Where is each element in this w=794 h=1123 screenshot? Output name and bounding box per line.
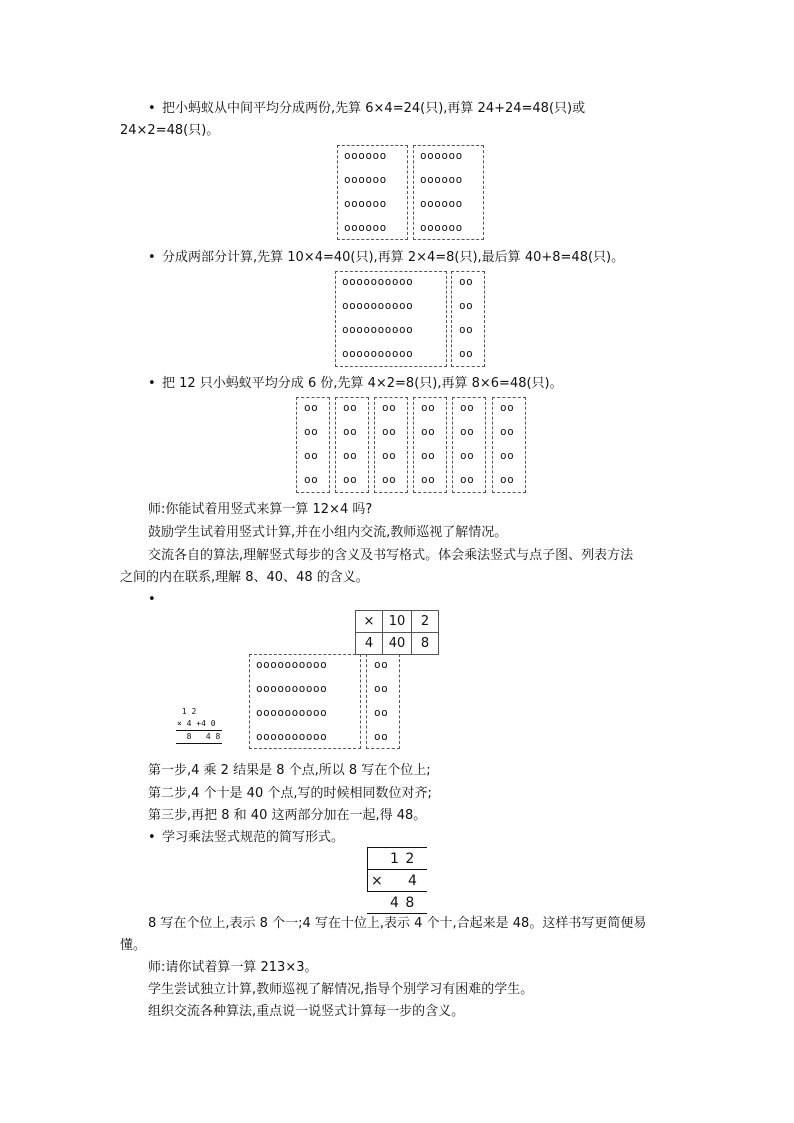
learn-text: 学习乘法竖式规范的简写形式。 xyxy=(162,830,345,845)
dot-row: oo xyxy=(343,473,358,486)
dot-row: oo xyxy=(304,473,319,486)
dot-group-4 xyxy=(413,397,447,493)
dot-group-2 xyxy=(335,397,369,493)
table-cell: 10 xyxy=(383,611,412,633)
teacher-question: 师:你能试着用竖式来算一算 12×4 吗? xyxy=(148,502,373,517)
dot-row: oo xyxy=(459,347,474,360)
dot-row: oooooooooo xyxy=(256,658,328,671)
vertical-product: 4 8 xyxy=(390,895,416,911)
students-text: 学生尝试独立计算,教师巡视了解情况,指导个别学习有困难的学生。 xyxy=(148,982,534,997)
dot-row: oooooooooo xyxy=(342,323,414,336)
organize-text: 组织交流各种算法,重点说一说竖式计算每一步的含义。 xyxy=(148,1004,465,1019)
dot-row: oo xyxy=(500,449,515,462)
dot-group-6 xyxy=(492,397,526,493)
dot-row: oo xyxy=(343,449,358,462)
bullet: • xyxy=(148,592,156,607)
vertical-result-rule xyxy=(367,891,427,892)
dot-row: oooooo xyxy=(344,221,387,234)
dot-group-5 xyxy=(452,397,486,493)
step-3: 第三步,再把 8 和 40 这两部分加在一起,得 48。 xyxy=(148,808,427,823)
dot-row: oo xyxy=(460,425,475,438)
mini-vertical-rule xyxy=(176,743,222,744)
mini-vertical-line3: 8 4 8 xyxy=(177,732,221,741)
dot-row: oo xyxy=(343,401,358,414)
dot-group-left xyxy=(337,145,408,240)
dot-row: oo xyxy=(459,275,474,288)
vertical-operator: × xyxy=(371,873,383,889)
dot-row: oooooo xyxy=(420,173,463,186)
method3-text: 把 12 只小蚂蚁平均分成 6 份,先算 4×2=8(只),再算 8×6=48(只)。 xyxy=(162,376,563,391)
explain-text-cont: 懂。 xyxy=(120,938,147,953)
exchange-text: 交流各自的算法,理解竖式每步的含义及书写格式。体会乘法竖式与点子图、列表方法 xyxy=(148,548,634,563)
dot-group-right xyxy=(413,145,484,240)
dot-row: oo xyxy=(421,449,436,462)
dot-row: oooooo xyxy=(420,197,463,210)
dot-row: oo xyxy=(459,299,474,312)
dot-row: oooooooooo xyxy=(342,299,414,312)
method1-text-cont: 24×2=48(只)。 xyxy=(120,123,220,138)
dot-row: oo xyxy=(459,323,474,336)
exchange-text-cont: 之间的内在联系,理解 8、40、48 的含义。 xyxy=(120,570,369,585)
dot-row: oo xyxy=(421,401,436,414)
table-cell: 8 xyxy=(412,633,439,655)
dot-row: oo xyxy=(304,425,319,438)
dot-row: oo xyxy=(382,401,397,414)
dot-row: oo xyxy=(460,473,475,486)
method1-text: 把小蚂蚁从中间平均分成两份,先算 6×4=24(只),再算 24+24=48(只)或 xyxy=(162,101,586,116)
dot-row: oooooo xyxy=(420,149,463,162)
dot-group-ones xyxy=(451,271,485,367)
dot-row: oo xyxy=(460,401,475,414)
vertical-rule xyxy=(367,869,427,870)
vertical-multiplicand: 1 2 xyxy=(390,851,416,867)
dot-row: oo xyxy=(500,401,515,414)
dot-group-ones-combined xyxy=(366,654,400,749)
step-2: 第二步,4 个十是 40 个点,写的时候相同数位对齐; xyxy=(148,786,432,801)
bullet: • xyxy=(148,376,156,391)
dot-row: oooooooooo xyxy=(342,275,414,288)
teacher-question-2: 师:请你试着算一算 213×3。 xyxy=(148,960,318,975)
dot-group-tens-combined xyxy=(249,654,361,749)
explain-text: 8 写在个位上,表示 8 个一;4 写在十位上,表示 4 个十,合起来是 48。这样书写更简便易 xyxy=(148,916,647,931)
dot-row: oo xyxy=(382,473,397,486)
dot-group-tens xyxy=(335,271,447,367)
dot-row: oo xyxy=(500,425,515,438)
method2-text: 分成两部分计算,先算 10×4=40(只),再算 2×4=8(只),最后算 40+8=48(只)。 xyxy=(162,250,625,265)
dot-row: oo xyxy=(382,449,397,462)
dot-row: oo xyxy=(421,425,436,438)
dot-row: oo xyxy=(421,473,436,486)
dot-row: oo xyxy=(460,449,475,462)
dot-row: oooooooooo xyxy=(256,706,328,719)
dot-row: oo xyxy=(374,706,389,719)
dot-row: oo xyxy=(304,449,319,462)
dot-row: oo xyxy=(304,401,319,414)
dot-row: oo xyxy=(343,425,358,438)
dot-group-3 xyxy=(374,397,408,493)
dot-row: oooooo xyxy=(344,197,387,210)
vertical-left-rule xyxy=(367,847,368,891)
bullet: • xyxy=(148,101,156,116)
dot-row: oooooo xyxy=(344,149,387,162)
dot-row: oooooo xyxy=(344,173,387,186)
dot-row: oo xyxy=(382,425,397,438)
dot-row: oooooooooo xyxy=(256,730,328,743)
dot-row: oo xyxy=(374,682,389,695)
dot-row: oo xyxy=(374,730,389,743)
mini-vertical-line1: 1 2 xyxy=(177,707,197,716)
bullet: • xyxy=(148,250,156,265)
dot-row: oooooooooo xyxy=(256,682,328,695)
table-cell: × xyxy=(356,611,383,633)
vertical-top-rule xyxy=(367,847,427,848)
bullet: • xyxy=(148,830,156,845)
encourage-text: 鼓励学生试着用竖式计算,并在小组内交流,教师巡视了解情况。 xyxy=(148,525,508,540)
mini-vertical-line2: × 4 +4 0 xyxy=(177,719,216,728)
dot-group-1 xyxy=(296,397,330,493)
step-1: 第一步,4 乘 2 结果是 8 个点,所以 8 写在个位上; xyxy=(148,763,431,778)
table-cell: 2 xyxy=(412,611,439,633)
vertical-bottom-rule xyxy=(367,913,427,914)
table-cell: 40 xyxy=(383,633,412,655)
dot-row: oo xyxy=(374,658,389,671)
dot-row: oooooo xyxy=(420,221,463,234)
dot-row: oo xyxy=(500,473,515,486)
mini-vertical-rule xyxy=(176,730,222,731)
table-cell: 4 xyxy=(356,633,383,655)
multiplication-table xyxy=(355,610,439,655)
vertical-multiplier: 4 xyxy=(408,873,417,889)
dot-row: oooooooooo xyxy=(342,347,414,360)
